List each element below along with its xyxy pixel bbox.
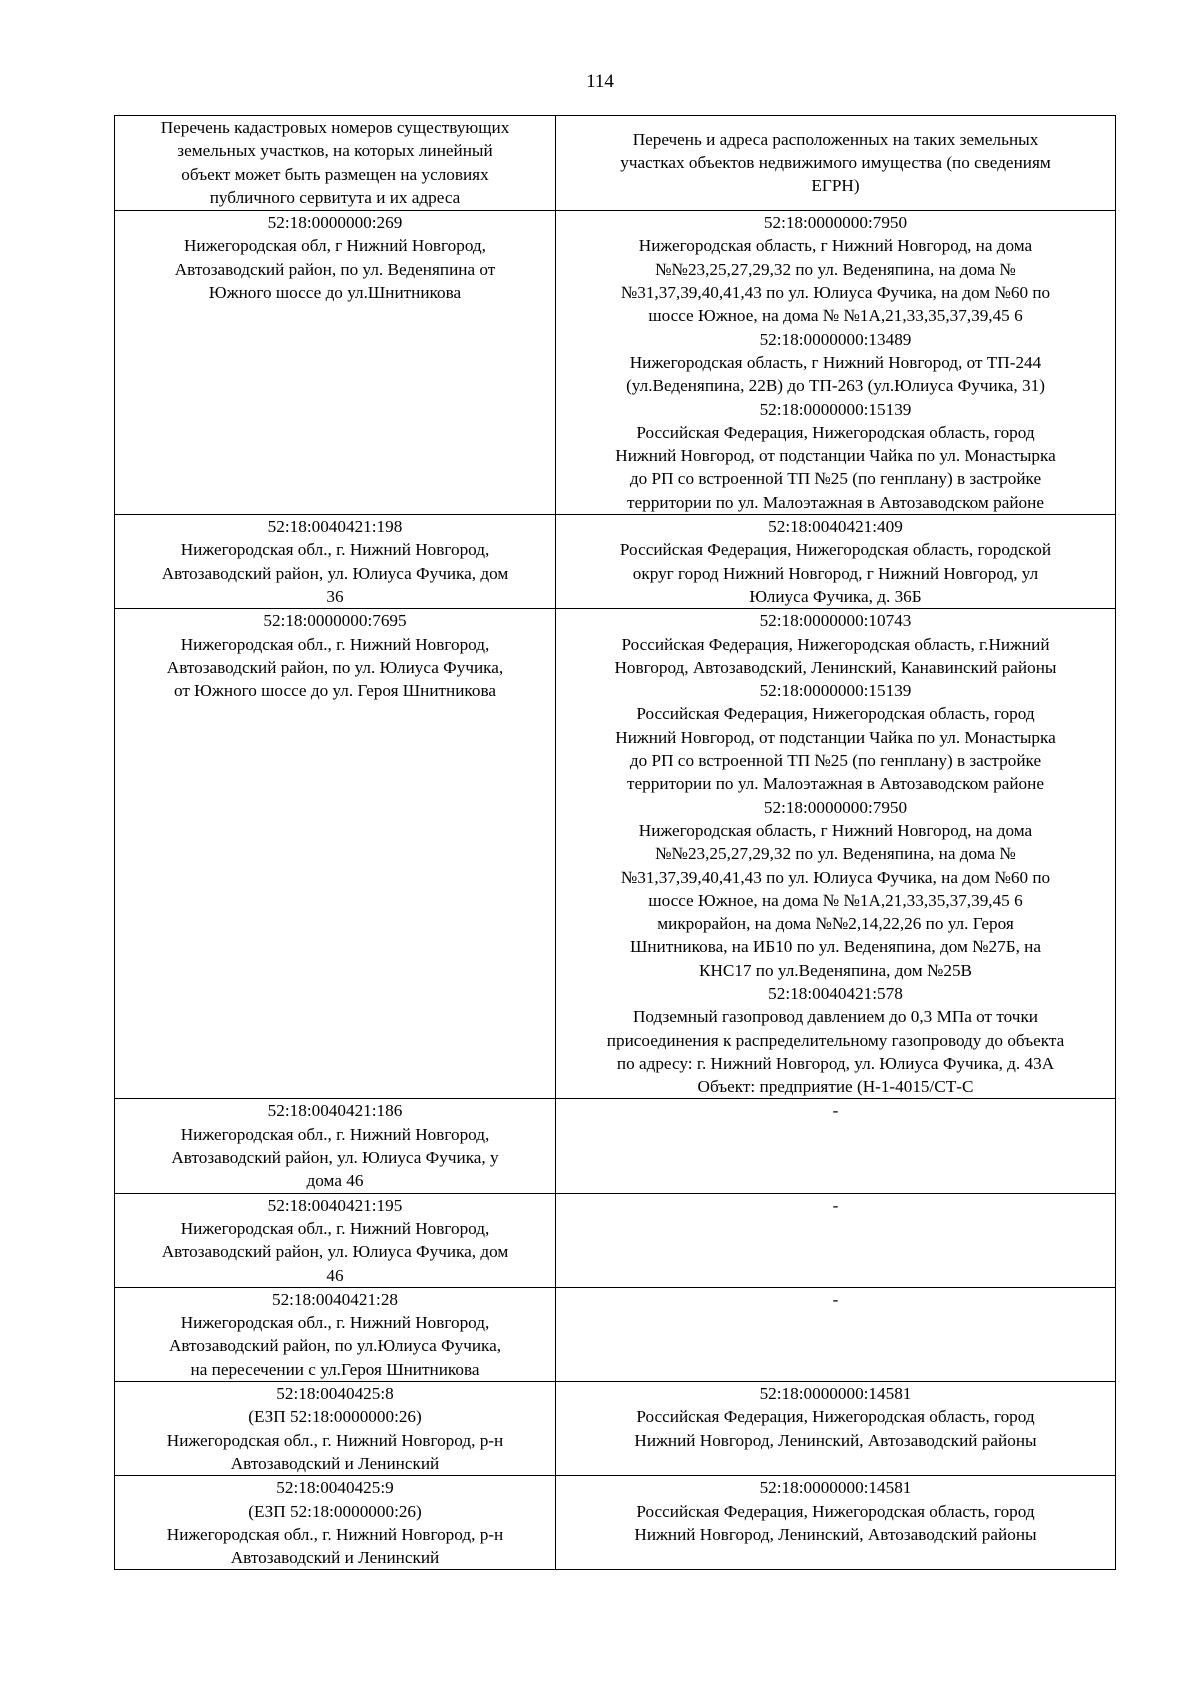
- cell-line: 52:18:0040425:8: [276, 1384, 394, 1404]
- cell-line: Автозаводский район, ул. Юлиуса Фучика, дом: [161, 1242, 509, 1262]
- cell-line: 46: [326, 1265, 344, 1285]
- cell-line: 52:18:0000000:7950: [763, 213, 908, 233]
- cell-line: 52:18:0040421:28: [271, 1289, 399, 1309]
- cell-line: 36: [326, 586, 344, 606]
- table-row: [115, 1287, 1116, 1381]
- cell-line: Нижегородская обл., г. Нижний Новгород,: [180, 1218, 490, 1238]
- header-line: публичного сервитута и их адреса: [209, 187, 461, 207]
- cell-line: Нижегородская обл., г. Нижний Новгород, р-н: [166, 1430, 504, 1450]
- table-body: [115, 211, 1116, 1570]
- cell-line: (ЕЗП 52:18:0000000:26): [248, 1407, 422, 1427]
- cell-line: микрорайон, на дома №№2,14,22,26 по ул. Героя: [657, 914, 1014, 934]
- real-estate-cell: [556, 1193, 1116, 1287]
- cell-line: на пересечении с ул.Героя Шнитникова: [190, 1359, 480, 1379]
- land-plot-cell: [115, 515, 556, 609]
- real-estate-cell: [556, 1382, 1116, 1476]
- table-row: [115, 1382, 1116, 1476]
- cell-line: Автозаводский район, по ул. Веденяпина от: [174, 259, 496, 279]
- cell-line: 52:18:0040421:198: [267, 517, 403, 537]
- header-line: ЕГРН): [811, 176, 860, 196]
- land-plot-cell: [115, 609, 556, 1099]
- table-header-row: [115, 116, 1116, 211]
- cell-line: Автозаводский район, ул. Юлиуса Фучика, дом: [161, 563, 509, 583]
- table-row: [115, 211, 1116, 515]
- cell-line: 52:18:0000000:269: [267, 213, 403, 233]
- table-row: [115, 1193, 1116, 1287]
- page-number: 114: [586, 71, 614, 92]
- cell-line: Автозаводский и Ленинский: [230, 1548, 440, 1568]
- cell-line: присоединения к распределительному газопроводу до объекта: [606, 1030, 1065, 1050]
- cell-line: Нижегородская обл, г Нижний Новгород,: [184, 236, 486, 256]
- land-plot-cell: [115, 1476, 556, 1570]
- cell-line: -: [832, 1289, 839, 1309]
- cell-line: Нижегородская обл., г. Нижний Новгород, р-н: [166, 1524, 504, 1544]
- cell-line: Юлиуса Фучика, д. 36Б: [749, 586, 922, 606]
- cell-line: Нижегородская обл., г. Нижний Новгород,: [180, 634, 490, 654]
- land-plot-cell: [115, 1193, 556, 1287]
- table-row: [115, 1476, 1116, 1570]
- real-estate-cell: [556, 1287, 1116, 1381]
- cell-line: Нижний Новгород, Ленинский, Автозаводский районы: [634, 1524, 1037, 1544]
- cell-line: 52:18:0000000:7695: [263, 611, 407, 631]
- land-plot-cell: [115, 1099, 556, 1193]
- cell-line: №31,37,39,40,41,43 по ул. Юлиуса Фучика, на дом №60 по: [620, 867, 1051, 887]
- real-estate-cell: [556, 1099, 1116, 1193]
- cell-line: от Южного шоссе до ул. Героя Шнитникова: [173, 681, 497, 701]
- cell-line: (ул.Веденяпина, 22В) до ТП-263 (ул.Юлиуса Фучика, 31): [626, 376, 1045, 396]
- cell-line: дома 46: [306, 1171, 364, 1191]
- cell-line: (ЕЗП 52:18:0000000:26): [248, 1501, 422, 1521]
- header-line: Перечень и адреса расположенных на таких земельных: [632, 129, 1039, 149]
- cell-line: 52:18:0000000:15139: [759, 399, 912, 419]
- cadastral-table: [114, 115, 1116, 1570]
- cell-line: по адресу: г. Нижний Новгород, ул. Юлиуса Фучика, д. 43А: [616, 1053, 1055, 1073]
- header-line: Перечень кадастровых номеров существующих: [160, 118, 510, 137]
- cell-line: Объект: предприятие (Н-1-4015/СТ-С: [697, 1077, 974, 1097]
- cell-line: -: [832, 1195, 839, 1215]
- cell-line: Автозаводский и Ленинский: [230, 1453, 440, 1473]
- cell-line: Нижегородская область, г Нижний Новгород, от ТП-244: [629, 352, 1042, 372]
- cell-line: 52:18:0000000:13489: [759, 329, 912, 349]
- cell-line: Нижний Новгород, Ленинский, Автозаводский районы: [634, 1430, 1037, 1450]
- header-line: объект может быть размещен на условиях: [181, 164, 489, 184]
- cell-line: Автозаводский район, ул. Юлиуса Фучика, у: [171, 1148, 499, 1168]
- table-row: [115, 515, 1116, 609]
- cell-line: Нижний Новгород, от подстанции Чайка по ул. Монастырка: [615, 727, 1056, 747]
- cell-line: Нижегородская обл., г. Нижний Новгород,: [180, 1313, 490, 1333]
- cell-line: 52:18:0000000:10743: [759, 611, 912, 631]
- cell-line: 52:18:0000000:14581: [759, 1478, 912, 1498]
- table-row: [115, 609, 1116, 1099]
- cell-line: 52:18:0000000:7950: [763, 797, 908, 817]
- cell-line: 52:18:0000000:14581: [759, 1384, 912, 1404]
- cell-line: Подземный газопровод давлением до 0,3 МПа от точки: [633, 1007, 1038, 1027]
- real-estate-cell: [556, 515, 1116, 609]
- cell-line: Южного шоссе до ул.Шнитникова: [208, 283, 462, 303]
- cell-line: Автозаводский район, по ул. Юлиуса Фучика,: [166, 657, 504, 677]
- cell-line: Шнитникова, на ИБ10 по ул. Веденяпина, дом №27Б, на: [629, 937, 1042, 957]
- real-estate-cell: [556, 1476, 1116, 1570]
- cell-line: 52:18:0040421:578: [768, 983, 903, 1003]
- real-estate-cell: [556, 609, 1116, 1099]
- cell-line: 52:18:0040421:195: [267, 1195, 403, 1215]
- header-real-estate-objects: [556, 116, 1116, 211]
- cell-line: до РП со встроенной ТП №25 (по генплану) в застройке: [629, 751, 1042, 771]
- cell-line: Российская Федерация, Нижегородская область, город: [636, 1407, 1035, 1427]
- cell-line: территории по ул. Малоэтажная в Автозаводском районе: [627, 774, 1044, 794]
- cell-line: Нижний Новгород, от подстанции Чайка по ул. Монастырка: [615, 446, 1056, 466]
- land-plot-cell: [115, 1287, 556, 1381]
- cell-line: -: [832, 1101, 839, 1121]
- cell-line: округ город Нижний Новгород, г Нижний Новгород, ул: [632, 563, 1039, 583]
- table-row: [115, 1099, 1116, 1193]
- real-estate-cell: [556, 211, 1116, 515]
- cell-line: 52:18:0000000:15139: [759, 681, 912, 701]
- cell-line: №№23,25,27,29,32 по ул. Веденяпина, на дома №: [655, 844, 1016, 864]
- cell-line: Нижегородская область, г Нижний Новгород, на дома: [638, 820, 1033, 840]
- cell-line: КНС17 по ул.Веденяпина, дом №25В: [698, 960, 973, 980]
- cell-line: Нижегородская обл., г. Нижний Новгород,: [180, 540, 490, 560]
- cell-line: шоссе Южное, на дома № №1А,21,33,35,37,39,45 6: [648, 306, 1023, 326]
- cell-line: 52:18:0040421:186: [267, 1101, 403, 1121]
- cell-line: Нижегородская обл., г. Нижний Новгород,: [180, 1124, 490, 1144]
- header-line: земельных участков, на которых линейный: [177, 141, 493, 161]
- cell-line: Российская Федерация, Нижегородская область, городской: [619, 540, 1052, 560]
- cell-line: №№23,25,27,29,32 по ул. Веденяпина, на дома №: [655, 259, 1016, 279]
- header-cadastral-numbers: [115, 116, 556, 211]
- cell-line: 52:18:0040421:409: [768, 517, 903, 537]
- header-line: участках объектов недвижимого имущества (по сведениям: [620, 152, 1051, 172]
- cell-line: Российская Федерация, Нижегородская область, г.Нижний: [621, 634, 1050, 654]
- cell-line: территории по ул. Малоэтажная в Автозаводском районе: [627, 492, 1044, 512]
- cell-line: Новгород, Автозаводский, Ленинский, Канавинский районы: [614, 657, 1057, 677]
- cell-line: Российская Федерация, Нижегородская область, город: [636, 422, 1035, 442]
- cell-line: №31,37,39,40,41,43 по ул. Юлиуса Фучика, на дом №60 по: [620, 283, 1051, 303]
- cell-line: Российская Федерация, Нижегородская область, город: [636, 1501, 1035, 1521]
- cell-line: Автозаводский район, по ул.Юлиуса Фучика,: [168, 1336, 502, 1356]
- cell-line: Нижегородская область, г Нижний Новгород, на дома: [638, 236, 1033, 256]
- cell-line: Российская Федерация, Нижегородская область, город: [636, 704, 1035, 724]
- cell-line: 52:18:0040425:9: [276, 1478, 394, 1498]
- cell-line: до РП со встроенной ТП №25 (по генплану) в застройке: [629, 469, 1042, 489]
- land-plot-cell: [115, 211, 556, 515]
- cell-line: шоссе Южное, на дома № №1А,21,33,35,37,39,45 6: [648, 890, 1023, 910]
- land-plot-cell: [115, 1382, 556, 1476]
